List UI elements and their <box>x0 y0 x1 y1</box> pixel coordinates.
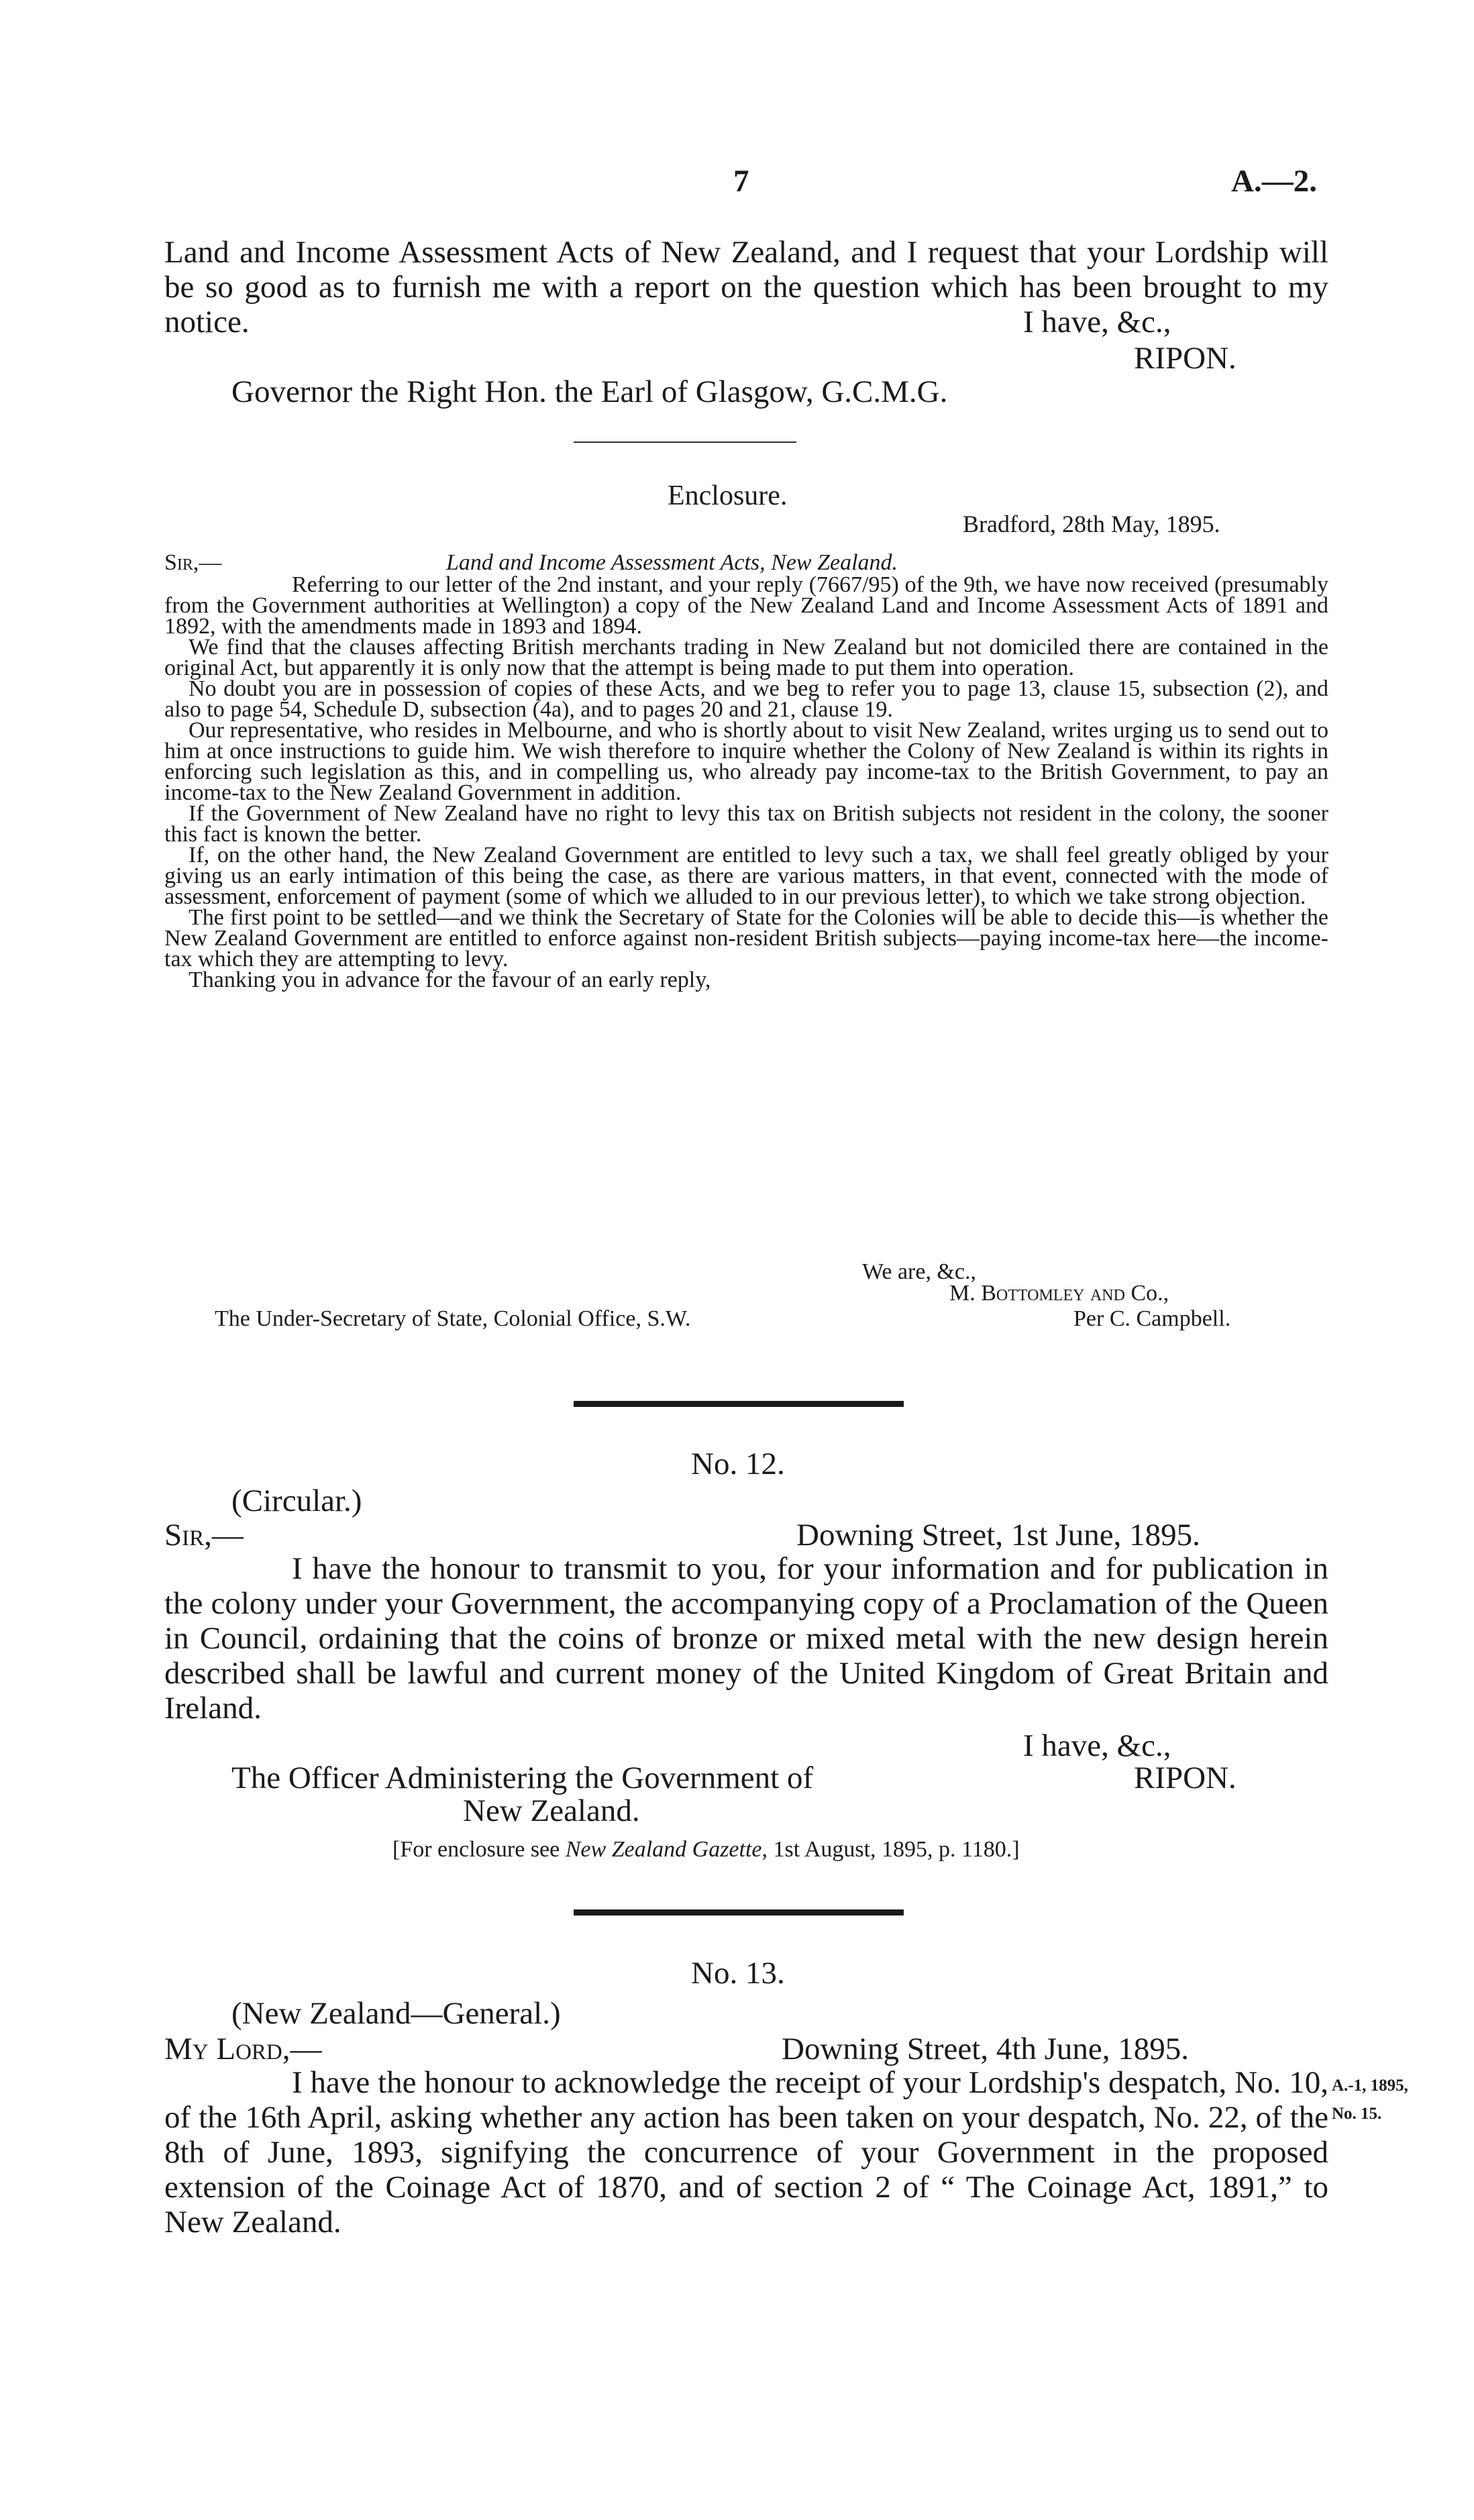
no12-addressee-line2: New Zealand. <box>463 1793 640 1828</box>
enclosure-salutation: Sir,— <box>164 550 222 575</box>
no13-date: Downing Street, 4th June, 1895. <box>782 2032 1190 2066</box>
no13-type: (New Zealand—General.) <box>231 1996 561 2031</box>
no12-type: (Circular.) <box>231 1483 362 1518</box>
no12-signature: RIPON. <box>1134 1761 1236 1795</box>
enclosure-signatory <box>949 1283 1169 1304</box>
enclosure-paragraph: If, on the other hand, the New Zealand Government are entitled to levy such a tax, we shall feel greatly obliged by your giving us an early intimation of this being the case, as there are various matters, in that event, connected with the mode of assessment, enforcement of payment (some of which we alluded to in our previous letter), to which we take strong objection. <box>164 843 1328 909</box>
no12-body: I have the honour to transmit to you, for your information and for publication in the colony under your Government, the accompanying copy of a Proclamation of the Queen in Council, ordaining that the coins of bronze or mixed metal with the new design herein described shall be lawful and current money of the United Kingdom of Great Britain and Ireland. <box>164 1551 1328 1726</box>
enclosure-paragraph: Thanking you in advance for the favour of an early reply, <box>189 967 711 992</box>
enclosure-paragraph: Referring to our letter of the 2nd instant, and your reply (7667/95) of the 9th, we have now received (presumably from the Government authorities at Wellington) a copy of the New Zealand Land and Income Assessment Acts of 1891 and 1892, with the amendments made in 1893 and 1894. <box>164 572 1328 639</box>
no13-body: I have the honour to acknowledge the receipt of your Lordship's despatch, No. 10, of the 16th April, asking whether any action has been taken on your despatch, No. 22, of the 8th of June, 1893, signifying the concurrence of your Government in the proposed extension of the Coinage Act of 1870, and of section 2 of “ The Coinage Act, 1891,” to New Zealand. <box>164 2065 1328 2240</box>
enclosure-paragraph: Our representative, who resides in Melbourne, and who is shortly about to visit New Zealand, writes urging us to send out to him at once instructions to guide him. We wish therefore to inquire whether the Colony of New Zealand is within its rights in enforcing such legislation as this, and in compelling us, who already pay income-tax to the British Government, to pay an income-tax to the New Zealand Government in addition. <box>164 718 1328 805</box>
enclosure-paragraph: No doubt you are in possession of copies of these Acts, and we beg to refer you to page 13, clause 15, subsection (2), and also to page 54, Schedule D, subsection (4a), and to pages 20 and 21, clause 19. <box>164 676 1328 722</box>
no12-salutation: Sir,— <box>164 1518 244 1553</box>
letter-end-closing: I have, &c., <box>1023 305 1171 339</box>
letter-end-body: Land and Income Assessment Acts of New Zealand, and I request that your Lordship will be so good as to furnish me with a report on the question which has been brought to my notice. <box>164 235 1328 339</box>
enclosure-heading: Enclosure. <box>668 480 788 511</box>
page-number: 7 <box>733 164 749 199</box>
no13-heading: No. 13. <box>691 1956 785 1991</box>
document-reference: A.—2. <box>1231 164 1317 199</box>
signatory-and: and <box>1090 1281 1125 1306</box>
enclosure-body <box>164 574 1328 990</box>
no13-margin-reference-2: No. 15. <box>1332 2105 1382 2123</box>
letter-end-signature: RIPON. <box>1134 341 1236 376</box>
no13-margin-reference-1: A.-1, 1895, <box>1332 2077 1408 2095</box>
enclosure-subject: Land and Income Assessment Acts, New Zealand. <box>446 550 898 575</box>
signatory-name: M. Bottomley <box>949 1281 1085 1306</box>
no13-salutation: My Lord,— <box>164 2032 322 2066</box>
letter-end-addressee: Governor the Right Hon. the Earl of Glasgow, G.C.M.G. <box>231 374 948 409</box>
signatory-co: Co., <box>1130 1281 1169 1306</box>
enclosure-paragraph: We find that the clauses affecting British merchants trading in New Zealand but not domiciled there are contained in the original Act, but apparently it is only now that the attempt is being made to put them into operation. <box>164 635 1328 680</box>
section-divider <box>574 1401 904 1407</box>
no12-addressee-line1: The Officer Administering the Government of <box>231 1761 814 1795</box>
enclosure-paragraph: The first point to be settled—and we think the Secretary of State for the Colonies will be able to decide this—is whether the New Zealand Government are entitled to enforce against non-resident British subjects—paying income-tax here—the income-tax which they are attempting to levy. <box>164 905 1328 972</box>
enclosure-paragraph: If the Government of New Zealand have no right to levy this tax on British subjects not resident in the colony, the sooner this fact is known the better. <box>164 801 1328 847</box>
enclosure-closing: We are, &c., <box>862 1259 976 1284</box>
separator-rule <box>574 441 796 443</box>
enclosure-per: Per C. Campbell. <box>1073 1306 1231 1331</box>
no12-closing: I have, &c., <box>1023 1728 1171 1763</box>
no12-enclosure-note: [For enclosure see New Zealand Gazette, 1st August, 1895, p. 1180.] <box>392 1837 1020 1862</box>
enclosure-date: Bradford, 28th May, 1895. <box>963 511 1220 537</box>
section-divider <box>574 1909 904 1915</box>
no12-date: Downing Street, 1st June, 1895. <box>796 1518 1200 1553</box>
enclosure-recipient: The Under-Secretary of State, Colonial Office, S.W. <box>215 1306 691 1331</box>
no12-heading: No. 12. <box>691 1447 785 1481</box>
